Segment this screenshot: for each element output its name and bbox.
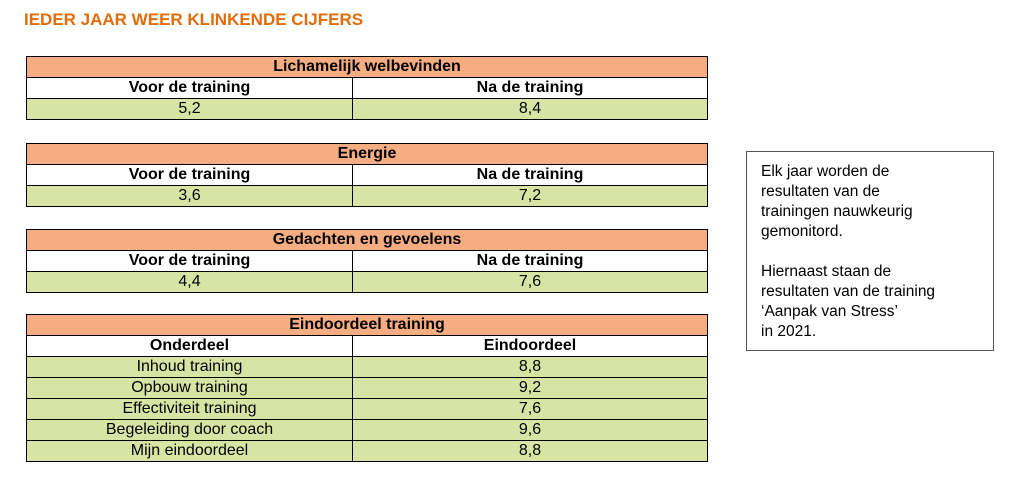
value-before: 5,2 [27, 99, 353, 120]
value-before: 3,6 [27, 186, 353, 207]
table-row [27, 441, 708, 462]
row-score: 9,2 [353, 378, 708, 399]
table-header: Lichamelijk welbevinden [27, 57, 708, 78]
row-score: 8,8 [353, 357, 708, 378]
column-header-onderdeel: Onderdeel [27, 336, 353, 357]
row-score: 8,8 [353, 441, 708, 462]
value-before: 4,4 [27, 272, 353, 293]
column-header-after: Na de training [353, 251, 708, 272]
row-label: Mijn eindoordeel [27, 441, 353, 462]
note-line: in 2021. [761, 323, 817, 340]
page-title: IEDER JAAR WEER KLINKENDE CIJFERS [24, 10, 364, 29]
row-label: Inhoud training [27, 357, 353, 378]
table-eindoordeel-training [26, 314, 708, 462]
note-line: trainingen nauwkeurig [761, 203, 913, 220]
column-header-before: Voor de training [27, 78, 353, 99]
table-row [27, 399, 708, 420]
table-row [27, 272, 708, 293]
note-line: ‘Aanpak van Stress’ [761, 303, 898, 320]
value-after: 8,4 [353, 99, 708, 120]
row-label: Effectiviteit training [27, 399, 353, 420]
note-line: gemonitord. [761, 223, 843, 240]
note-line: resultaten van de training [761, 283, 936, 300]
row-score: 9,6 [353, 420, 708, 441]
column-header-before: Voor de training [27, 251, 353, 272]
note-line: Hiernaast staan de [761, 263, 892, 280]
note-paragraph-2 [761, 262, 979, 342]
row-label: Begeleiding door coach [27, 420, 353, 441]
table-row [27, 186, 708, 207]
note-paragraph-1 [761, 162, 979, 242]
table-row [27, 378, 708, 399]
table-lichamelijk-welbevinden [26, 56, 708, 120]
column-header-after: Na de training [353, 78, 708, 99]
table-row [27, 357, 708, 378]
column-header-before: Voor de training [27, 165, 353, 186]
row-score: 7,6 [353, 399, 708, 420]
table-header: Gedachten en gevoelens [27, 230, 708, 251]
table-row [27, 420, 708, 441]
info-note-box [746, 151, 994, 351]
value-after: 7,6 [353, 272, 708, 293]
table-energie [26, 143, 708, 207]
table-row [27, 99, 708, 120]
column-header-after: Na de training [353, 165, 708, 186]
note-line: Elk jaar worden de [761, 163, 890, 180]
row-label: Opbouw training [27, 378, 353, 399]
table-header: Eindoordeel training [27, 315, 708, 336]
table-gedachten-en-gevoelens [26, 229, 708, 293]
note-line: resultaten van de [761, 183, 880, 200]
column-header-eindoordeel: Eindoordeel [353, 336, 708, 357]
table-header: Energie [27, 144, 708, 165]
value-after: 7,2 [353, 186, 708, 207]
